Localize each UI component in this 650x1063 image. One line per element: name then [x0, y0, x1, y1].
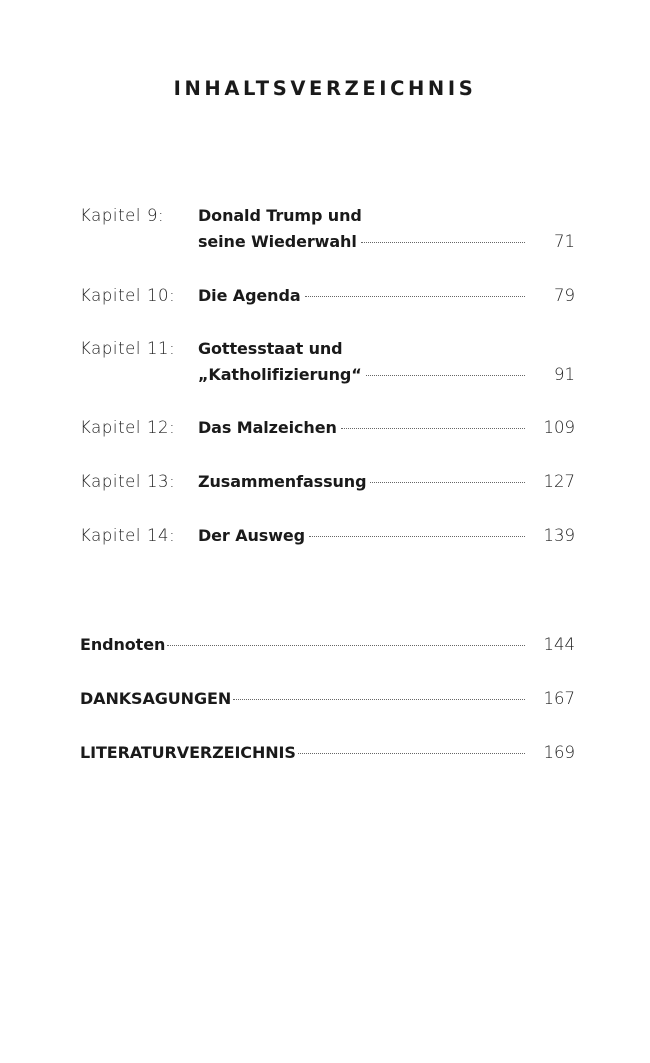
chapter-label: Kapitel 14:	[80, 526, 176, 545]
section-title: LITERATURVERZEICHNIS	[80, 743, 296, 762]
section-title: DANKSAGUNGEN	[80, 689, 232, 708]
chapter-title-line2: seine Wiederwahl	[198, 232, 357, 251]
chapter-title: Das Malzeichen	[198, 418, 337, 437]
page-number: 167	[543, 689, 575, 708]
page-number: 109	[543, 418, 575, 437]
page-number: 127	[543, 472, 575, 491]
section-title: Endnoten	[80, 635, 166, 654]
leader-dots	[370, 481, 525, 483]
leader-dots	[366, 374, 525, 376]
chapter-title: Die Agenda	[198, 286, 301, 305]
page-number: 144	[543, 635, 575, 654]
leader-dots	[167, 644, 525, 646]
page-number: 169	[543, 743, 575, 762]
leader-dots	[361, 241, 525, 243]
page-number: 79	[554, 286, 575, 305]
chapter-label: Kapitel 13:	[80, 472, 176, 491]
page-number: 71	[554, 232, 575, 251]
leader-dots	[341, 427, 525, 429]
chapter-title-line1: Donald Trump und	[198, 206, 362, 225]
chapter-title: Zusammenfassung	[198, 472, 367, 491]
chapter-label: Kapitel 10:	[80, 286, 176, 305]
page-number: 91	[554, 365, 575, 384]
chapter-label: Kapitel 11:	[80, 339, 176, 358]
chapter-title: Der Ausweg	[198, 526, 305, 545]
chapter-title-line2: „Katholifizierung“	[198, 365, 362, 384]
leader-dots	[305, 295, 525, 297]
leader-dots	[309, 535, 525, 537]
page-number: 139	[543, 526, 575, 545]
chapter-title-line1: Gottesstaat und	[198, 339, 343, 358]
leader-dots	[298, 752, 525, 754]
leader-dots	[233, 698, 525, 700]
page-title: INHALTSVERZEICHNIS	[173, 77, 477, 100]
chapter-label: Kapitel 12:	[80, 418, 176, 437]
chapter-label: Kapitel 9:	[80, 206, 165, 225]
